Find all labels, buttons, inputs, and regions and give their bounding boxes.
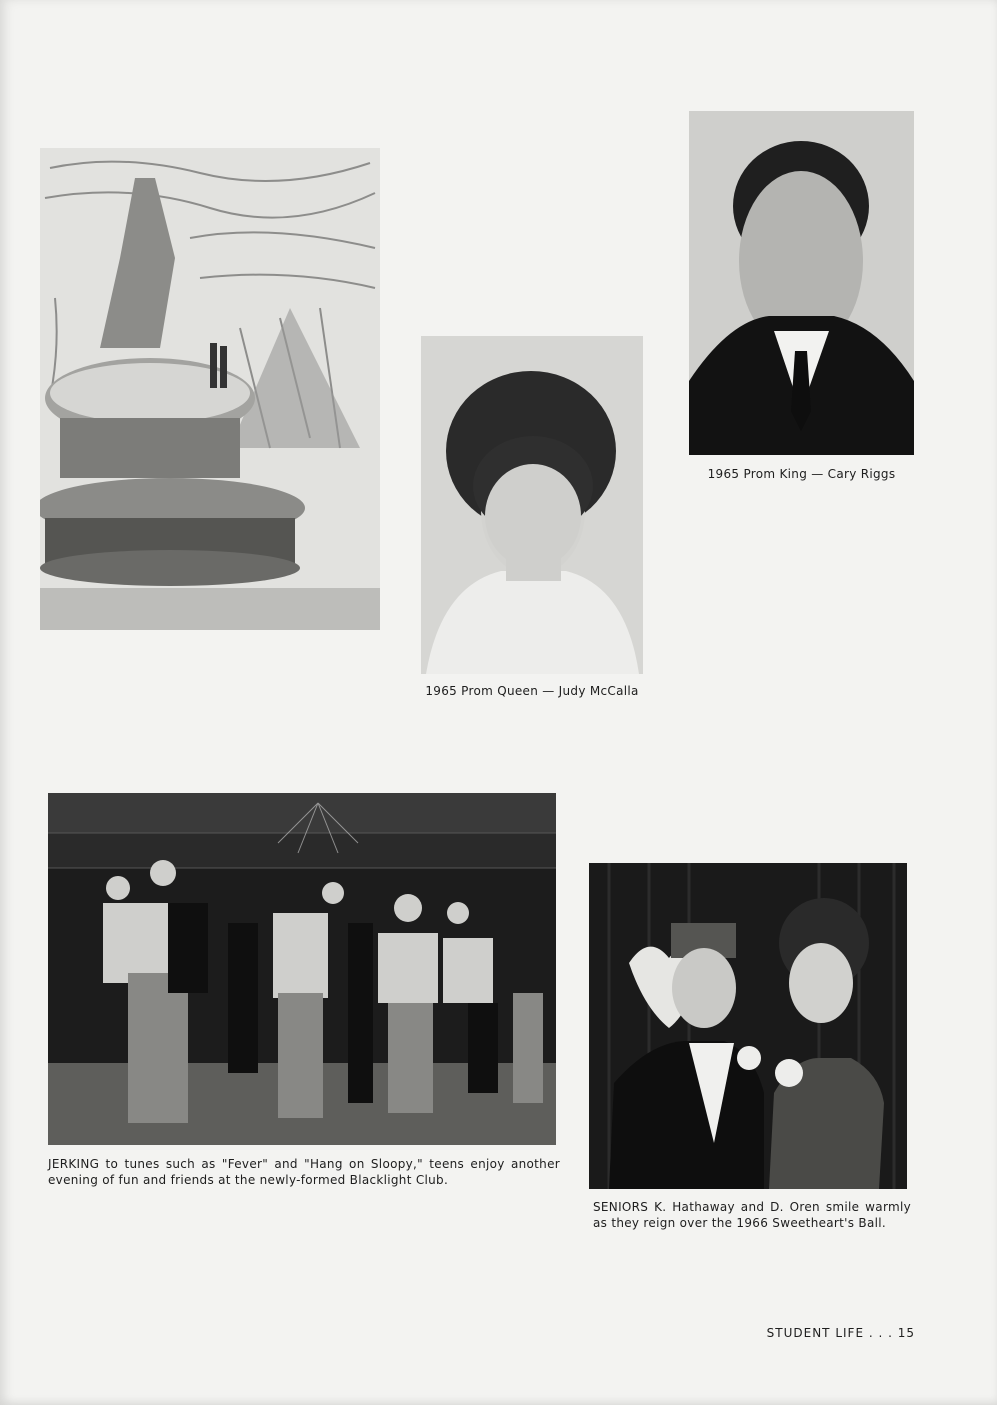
prom-queen-caption: 1965 Prom Queen — Judy McCalla xyxy=(425,684,639,698)
fountain-drawing xyxy=(40,148,380,630)
page-footer: STUDENT LIFE . . . 15 xyxy=(766,1326,915,1340)
prom-king-caption: 1965 Prom King — Cary Riggs xyxy=(707,467,896,481)
prom-king-photo xyxy=(689,111,914,455)
sweetheart-ball-photo xyxy=(589,863,907,1189)
prom-queen-photo xyxy=(421,336,643,674)
blacklight-club-photo xyxy=(48,793,556,1145)
blacklight-caption: JERKING to tunes such as "Fever" and "Hang on Sloopy," teens enjoy another evening of fun and friends at the newly-formed Blacklight Club. xyxy=(48,1157,560,1187)
sweetheart-caption: SENIORS K. Hathaway and D. Oren smile warmly as they reign over the 1966 Sweetheart's Ball. xyxy=(593,1200,911,1230)
